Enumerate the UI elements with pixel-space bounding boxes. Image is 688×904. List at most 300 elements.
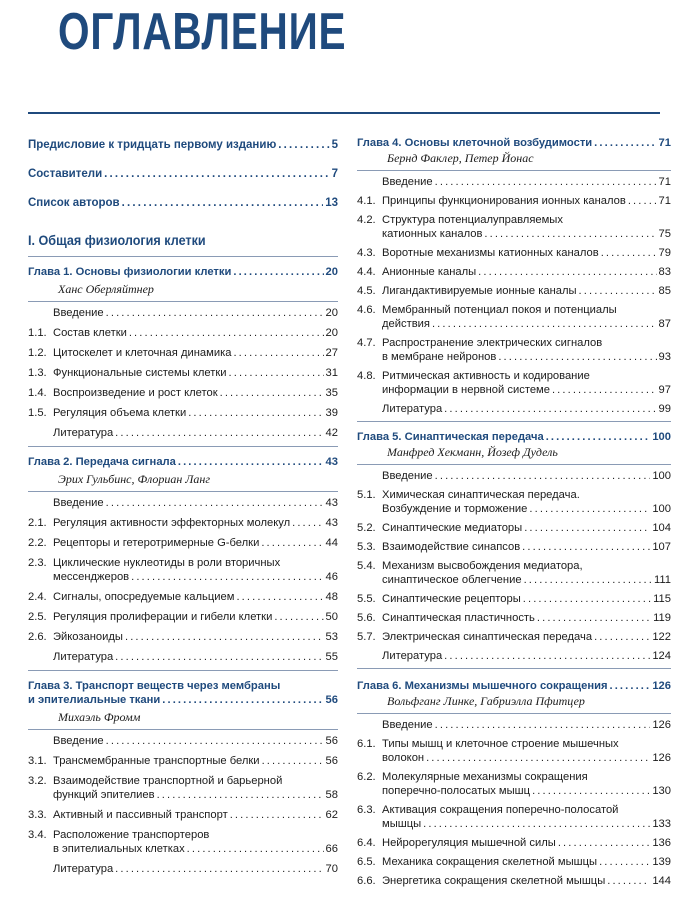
toc-item-page: 20: [325, 266, 338, 278]
toc-item-page: 111: [653, 574, 671, 586]
toc-item[interactable]: [28, 808, 338, 822]
toc-item-line: [53, 650, 338, 664]
toc-item-line: [382, 317, 671, 331]
toc-item-number: 6.5.: [357, 856, 376, 868]
section-separator: [28, 256, 338, 257]
toc-item-line: [53, 842, 338, 856]
toc-item-text: Регуляция пролиферации и гибели клетки: [53, 611, 273, 623]
toc-item-line: [382, 502, 671, 516]
toc-item[interactable]: [357, 246, 671, 260]
toc-item-line: [28, 455, 338, 469]
toc-item-number: 5.1.: [357, 489, 376, 501]
toc-item[interactable]: [357, 469, 671, 483]
dot-leader: [435, 469, 651, 483]
toc-item-text: в эпителиальных клетках: [53, 843, 185, 855]
toc-item-page: 46: [325, 571, 338, 583]
toc-item[interactable]: [28, 862, 338, 876]
toc-item[interactable]: [28, 590, 338, 604]
dot-leader: [274, 610, 323, 624]
toc-item-text: Глава 5. Синаптическая передача: [357, 431, 544, 443]
toc-item[interactable]: [28, 774, 338, 802]
toc-item-page: 71: [658, 176, 671, 188]
dot-leader: [157, 788, 324, 802]
front-matter-item[interactable]: [28, 138, 338, 152]
section-separator: [357, 713, 671, 714]
toc-item-text-line1: Взаимодействие транспортной и барьерной: [53, 775, 283, 787]
title-rule: [28, 112, 660, 114]
toc-item-page: 100: [652, 431, 671, 443]
dot-leader: [261, 536, 323, 550]
chapter-heading-ch5[interactable]: [357, 430, 671, 444]
toc-item-page: 130: [652, 785, 671, 797]
dot-leader: [532, 784, 650, 798]
toc-item[interactable]: [357, 874, 671, 888]
toc-item-line: [357, 679, 671, 693]
toc-item[interactable]: [28, 828, 338, 856]
toc-item-page: 13: [325, 197, 338, 209]
front-matter-item[interactable]: [28, 167, 338, 181]
toc-item-page: 99: [658, 403, 671, 415]
dot-leader: [444, 649, 650, 663]
dot-leader: [292, 516, 323, 530]
dot-leader: [230, 808, 324, 822]
toc-item-text: Предисловие к тридцать первому изданию: [28, 139, 277, 151]
toc-item-line: [382, 855, 671, 869]
toc-item-line: [53, 630, 338, 644]
toc-item-page: 43: [325, 456, 338, 468]
toc-item-page: 107: [652, 541, 671, 553]
toc-item-text: Литература: [53, 863, 114, 875]
toc-item-text: Составители: [28, 168, 103, 180]
dot-leader: [104, 167, 329, 181]
dot-leader: [229, 366, 324, 380]
toc-item-page: 39: [325, 407, 338, 419]
toc-item-text: Принципы функционирования ионных каналов: [382, 195, 626, 207]
toc-item-text: Электрическая синаптическая передача: [382, 631, 593, 643]
toc-item-page: 133: [652, 818, 671, 830]
toc-item-line: [382, 573, 671, 587]
toc-item-line: [382, 630, 671, 644]
toc-item-line: [53, 734, 338, 748]
toc-item[interactable]: [357, 336, 671, 364]
toc-item-page: 35: [325, 387, 338, 399]
toc-item-text: Возбуждение и торможение: [382, 503, 528, 515]
toc-item-page: 66: [325, 843, 338, 855]
toc-item-text: Воротные механизмы катионных каналов: [382, 247, 599, 259]
toc-item-number: 6.1.: [357, 738, 376, 750]
dot-leader: [607, 874, 650, 888]
toc-item-page: 136: [652, 837, 671, 849]
toc-item[interactable]: [28, 556, 338, 584]
toc-item-number: 6.2.: [357, 771, 376, 783]
dot-leader: [524, 573, 652, 587]
toc-item-text-line1: Циклические нуклеотиды в роли вторичных: [53, 557, 281, 569]
toc-item-page: 100: [652, 470, 671, 482]
dot-leader: [129, 326, 324, 340]
toc-item-text: Синаптическая пластичность: [382, 612, 535, 624]
toc-item-page: 27: [325, 347, 338, 359]
toc-item-text: Состав клетки: [53, 327, 127, 339]
toc-item[interactable]: [28, 630, 338, 644]
toc-item[interactable]: [28, 386, 338, 400]
toc-item-page: 5: [331, 139, 338, 151]
toc-item-text: Глава 2. Передача сигнала: [28, 456, 176, 468]
toc-item[interactable]: [28, 306, 338, 320]
toc-item-line: [53, 788, 338, 802]
toc-item-text: действия: [382, 318, 430, 330]
toc-item[interactable]: [357, 402, 671, 416]
toc-item-text: Сигналы, опосредуемые кальцием: [53, 591, 235, 603]
toc-item-line: [28, 265, 338, 279]
toc-item[interactable]: [357, 194, 671, 208]
toc-item-page: 144: [652, 875, 671, 887]
toc-item-page: 48: [325, 591, 338, 603]
dot-leader: [444, 402, 656, 416]
toc-item-line: [28, 693, 338, 707]
toc-item[interactable]: [357, 175, 671, 189]
dot-leader: [522, 540, 650, 554]
toc-item-number: 1.3.: [28, 367, 47, 379]
toc-item-line: [357, 430, 671, 444]
toc-item-page: 50: [325, 611, 338, 623]
right-column: [357, 128, 671, 893]
toc-item-page: 56: [325, 735, 338, 747]
dot-leader: [579, 284, 657, 298]
toc-item-page: 62: [325, 809, 338, 821]
toc-item-text: Введение: [53, 497, 104, 509]
dot-leader: [552, 383, 657, 397]
toc-item-line: [382, 751, 671, 765]
section-separator: [357, 464, 671, 465]
toc-item-line: [53, 346, 338, 360]
toc-item-text: Литература: [53, 427, 114, 439]
dot-leader: [558, 836, 650, 850]
toc-item-line: [357, 136, 671, 150]
toc-item-page: 126: [652, 719, 671, 731]
toc-item-line: [382, 284, 671, 298]
chapter-heading-ch4[interactable]: [357, 136, 671, 150]
toc-item-line: [382, 402, 671, 416]
toc-item-text-line1: Структура потенциалуправляемых: [382, 214, 563, 226]
toc-item-number: 6.6.: [357, 875, 376, 887]
left-column: [28, 128, 338, 882]
dot-leader: [426, 751, 650, 765]
toc-item-page: 20: [325, 307, 338, 319]
chapter-authors: Манфред Хекманн, Йозеф Дудель: [387, 445, 558, 459]
dot-leader: [125, 630, 324, 644]
toc-item-text: Эйкозаноиды: [53, 631, 123, 643]
toc-item-line: [53, 590, 338, 604]
dot-leader: [484, 227, 656, 241]
dot-leader: [233, 265, 323, 279]
dot-leader: [115, 862, 323, 876]
toc-item[interactable]: [357, 488, 671, 516]
chapter-authors: Михаэль Фромм: [58, 710, 141, 724]
toc-item-page: 70: [325, 863, 338, 875]
toc-item-text: мессенджеров: [53, 571, 130, 583]
dot-leader: [594, 136, 656, 150]
dot-leader: [115, 650, 323, 664]
toc-item[interactable]: [357, 540, 671, 554]
toc-item-page: 71: [658, 195, 671, 207]
toc-item[interactable]: [28, 426, 338, 440]
toc-item-text: синаптическое облегчение: [382, 574, 522, 586]
toc-item[interactable]: [28, 326, 338, 340]
toc-item-text: и эпителиальные ткани: [28, 694, 161, 706]
toc-item-line: [53, 862, 338, 876]
toc-item[interactable]: [357, 855, 671, 869]
toc-item-number: 2.6.: [28, 631, 47, 643]
dot-leader: [106, 496, 324, 510]
toc-item-text-line1: Механизм высвобождения медиатора,: [382, 560, 583, 572]
toc-item[interactable]: [28, 346, 338, 360]
toc-item[interactable]: [357, 369, 671, 397]
toc-item-text-line1: Мембранный потенциал покоя и потенциалы: [382, 304, 617, 316]
dot-leader: [609, 679, 650, 693]
toc-item[interactable]: [28, 496, 338, 510]
toc-item-text: Введение: [382, 719, 433, 731]
page-title: ОГЛАВЛЕНИЕ: [58, 3, 347, 61]
toc-item-text: Функциональные системы клетки: [53, 367, 227, 379]
chapter-authors: Ханс Оберляйтнер: [58, 282, 154, 296]
toc-item-line: [53, 754, 338, 768]
toc-item-text: Нейрорегуляция мышечной силы: [382, 837, 556, 849]
dot-leader: [188, 406, 323, 420]
toc-item-text: информации в нервной системе: [382, 384, 550, 396]
toc-item-line: [382, 175, 671, 189]
toc-item[interactable]: [357, 770, 671, 798]
toc-item[interactable]: [357, 803, 671, 831]
dot-leader: [628, 194, 657, 208]
toc-item-text: поперечно-полосатых мышц: [382, 785, 531, 797]
dot-leader: [262, 754, 324, 768]
toc-item[interactable]: [28, 366, 338, 380]
toc-item-text: Лигандактивируемые ионные каналы: [382, 285, 577, 297]
toc-item-text-line1: Типы мышц и клеточное строение мышечных: [382, 738, 619, 750]
toc-item-number: 5.3.: [357, 541, 376, 553]
dot-leader: [162, 693, 323, 707]
toc-item-page: 139: [652, 856, 671, 868]
toc-item-page: 75: [658, 228, 671, 240]
dot-leader: [435, 175, 657, 189]
toc-item-line: [382, 227, 671, 241]
toc-item[interactable]: [357, 649, 671, 663]
toc-item-page: 43: [325, 497, 338, 509]
dot-leader: [233, 346, 323, 360]
toc-item-line: [382, 649, 671, 663]
toc-item-number: 5.4.: [357, 560, 376, 572]
toc-item-page: 122: [652, 631, 671, 643]
toc-item-number: 3.1.: [28, 755, 47, 767]
dot-leader: [278, 138, 329, 152]
front-matter-item[interactable]: [28, 196, 338, 210]
toc-item-line: [53, 516, 338, 530]
dot-leader: [435, 718, 651, 732]
toc-item-number: 5.6.: [357, 612, 376, 624]
dot-leader: [131, 570, 323, 584]
toc-item-text-line1: Молекулярные механизмы сокращения: [382, 771, 588, 783]
toc-item-text: Литература: [53, 651, 114, 663]
toc-item[interactable]: [28, 650, 338, 664]
dot-leader: [432, 317, 657, 331]
dot-leader: [599, 855, 650, 869]
toc-item-text: Анионные каналы: [382, 266, 477, 278]
toc-item-line: [53, 306, 338, 320]
toc-item-text: волокон: [382, 752, 425, 764]
chapter-heading-ch1[interactable]: [28, 265, 338, 279]
toc-item-text: мышцы: [382, 818, 422, 830]
toc-item[interactable]: [28, 734, 338, 748]
toc-item[interactable]: [357, 559, 671, 587]
spacer: [357, 888, 671, 893]
toc-item-line: [53, 366, 338, 380]
toc-item-text: Синаптические медиаторы: [382, 522, 523, 534]
dot-leader: [478, 265, 656, 279]
toc-item-text: Введение: [53, 735, 104, 747]
toc-item-line: [382, 784, 671, 798]
spacer: [28, 210, 338, 225]
toc-item-number: 1.1.: [28, 327, 47, 339]
toc-item-page: 31: [325, 367, 338, 379]
section-separator: [28, 670, 338, 671]
chapter-heading-ch2[interactable]: [28, 455, 338, 469]
toc-item-line: [382, 265, 671, 279]
toc-item[interactable]: [357, 265, 671, 279]
toc-item-line: [28, 196, 338, 210]
toc-item-line: [382, 350, 671, 364]
toc-item-line: [28, 138, 338, 152]
dot-leader: [601, 246, 657, 260]
toc-item-line: [53, 426, 338, 440]
section-separator: [28, 491, 338, 492]
toc-item[interactable]: [357, 592, 671, 606]
spacer: [357, 128, 671, 136]
toc-item-page: 20: [325, 327, 338, 339]
toc-item-number: 3.4.: [28, 829, 47, 841]
toc-item-text: Глава 1. Основы физиологии клетки: [28, 266, 232, 278]
dot-leader: [498, 350, 656, 364]
toc-item-line: [53, 326, 338, 340]
toc-item-number: 4.4.: [357, 266, 376, 278]
dot-leader: [236, 590, 323, 604]
toc-item-page: 79: [658, 247, 671, 259]
toc-item[interactable]: [28, 610, 338, 624]
chapter-heading-ch3[interactable]: [28, 679, 338, 707]
toc-item-line: [382, 718, 671, 732]
toc-item-number: 5.7.: [357, 631, 376, 643]
toc-item-number: 1.5.: [28, 407, 47, 419]
toc-item-text: Литература: [382, 403, 443, 415]
dot-leader: [106, 734, 324, 748]
toc-item[interactable]: [357, 630, 671, 644]
toc-item-page: 83: [658, 266, 671, 278]
section-separator: [357, 170, 671, 171]
toc-item-number: 2.5.: [28, 611, 47, 623]
toc-item-text: Синаптические рецепторы: [382, 593, 521, 605]
toc-item-line: [53, 570, 338, 584]
toc-item-text-line1: Ритмическая активность и кодирование: [382, 370, 590, 382]
toc-item-text: Рецепторы и гетеротримерные G-белки: [53, 537, 260, 549]
spacer: [28, 181, 338, 196]
dot-leader: [106, 306, 324, 320]
toc-item-text: катионных каналов: [382, 228, 483, 240]
dot-leader: [423, 817, 650, 831]
toc-item[interactable]: [357, 718, 671, 732]
toc-item[interactable]: [28, 536, 338, 550]
toc-item-text: Воспроизведение и рост клеток: [53, 387, 218, 399]
toc-item-number: 2.4.: [28, 591, 47, 603]
toc-item-text: Введение: [382, 176, 433, 188]
toc-item-line: [53, 496, 338, 510]
toc-item-number: 4.7.: [357, 337, 376, 349]
toc-item[interactable]: [357, 521, 671, 535]
toc-item-line: [382, 521, 671, 535]
toc-item[interactable]: [357, 611, 671, 625]
spacer: [28, 876, 338, 882]
chapter-authors: Вольфганг Линке, Габриэлла Пфитцер: [387, 694, 585, 708]
toc-item-page: 124: [652, 650, 671, 662]
toc-item[interactable]: [357, 284, 671, 298]
toc-item-text: Взаимодействие синапсов: [382, 541, 521, 553]
toc-item[interactable]: [28, 754, 338, 768]
chapter-heading-ch6[interactable]: [357, 679, 671, 693]
toc-item-line: [382, 246, 671, 260]
toc-item-page: 56: [325, 755, 338, 767]
toc-item-text-line1: Химическая синаптическая передача.: [382, 489, 580, 501]
dot-leader: [220, 386, 324, 400]
toc-item-number: 4.8.: [357, 370, 376, 382]
toc-item-line: [382, 469, 671, 483]
toc-item-page: 97: [658, 384, 671, 396]
toc-item-text: Энергетика сокращения скелетной мышцы: [382, 875, 606, 887]
toc-item[interactable]: [357, 836, 671, 850]
toc-item-number: 3.2.: [28, 775, 47, 787]
toc-item-number: 1.2.: [28, 347, 47, 359]
toc-item-number: 5.2.: [357, 522, 376, 534]
toc-item[interactable]: [357, 213, 671, 241]
toc-item[interactable]: [28, 406, 338, 420]
toc-item-number: 1.4.: [28, 387, 47, 399]
toc-item-page: 44: [325, 537, 338, 549]
toc-item-page: 126: [652, 752, 671, 764]
toc-item-number: 5.5.: [357, 593, 376, 605]
toc-item-line: [382, 874, 671, 888]
toc-item-number: 2.2.: [28, 537, 47, 549]
toc-item-line: [382, 383, 671, 397]
toc-item[interactable]: [357, 303, 671, 331]
toc-item-page: 100: [652, 503, 671, 515]
toc-item-text-line1: Расположение транспортеров: [53, 829, 210, 841]
toc-item-page: 42: [325, 427, 338, 439]
toc-item-line: [382, 540, 671, 554]
toc-item-page: 87: [658, 318, 671, 330]
dot-leader: [529, 502, 650, 516]
toc-item-number: 4.2.: [357, 214, 376, 226]
toc-item[interactable]: [28, 516, 338, 530]
section-separator: [357, 668, 671, 669]
toc-item-page: 85: [658, 285, 671, 297]
section-separator: [28, 301, 338, 302]
toc-item-line: [53, 536, 338, 550]
toc-item-number: 4.1.: [357, 195, 376, 207]
toc-item-page: 93: [658, 351, 671, 363]
section-separator: [357, 421, 671, 422]
toc-item[interactable]: [357, 737, 671, 765]
toc-item-line: [53, 386, 338, 400]
toc-item-page: 104: [652, 522, 671, 534]
section-separator: [28, 729, 338, 730]
toc-item-text-line1: Глава 3. Транспорт веществ через мембраны: [28, 680, 281, 692]
